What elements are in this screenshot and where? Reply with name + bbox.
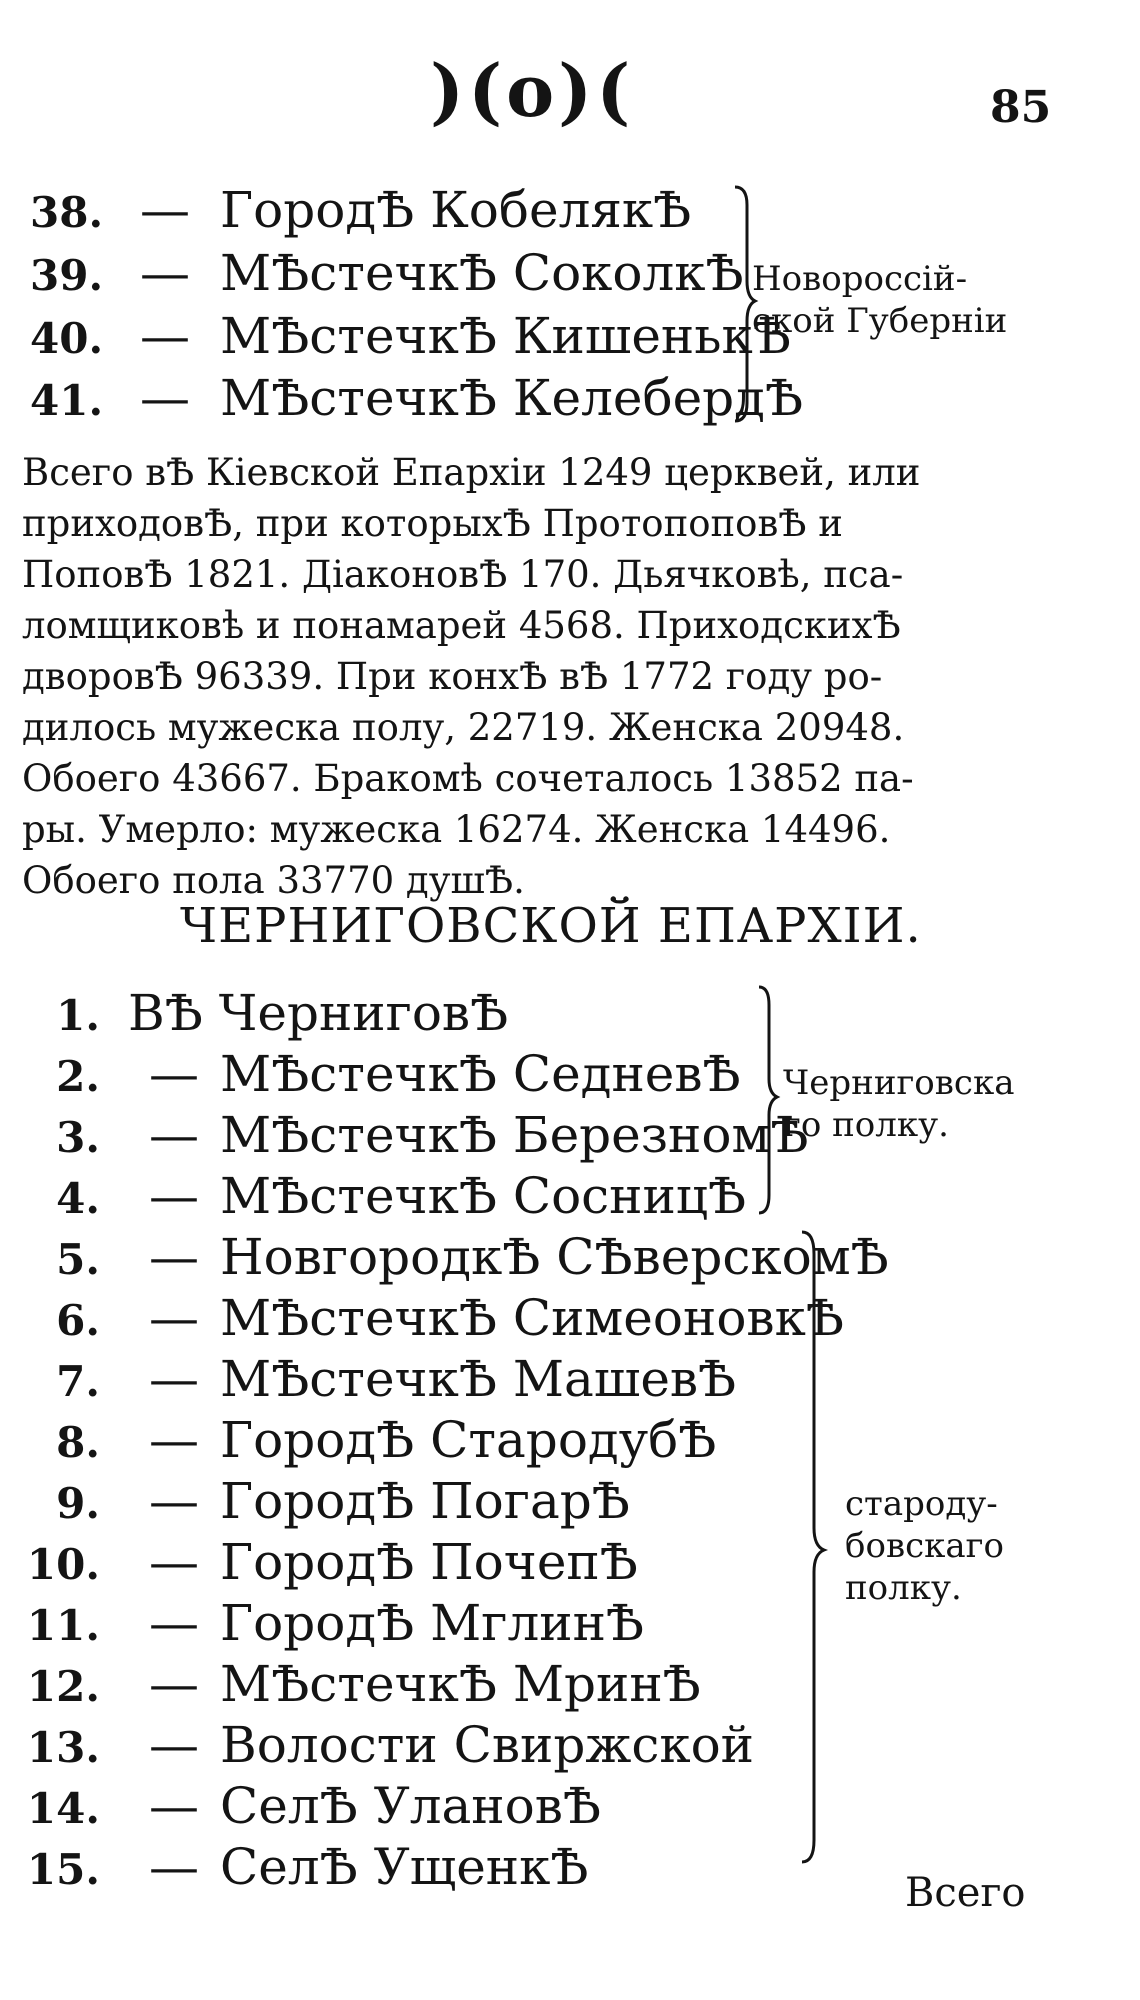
kiev-summary-paragraph xyxy=(22,447,1052,906)
item-number: 41. xyxy=(30,376,104,425)
list-item xyxy=(0,1410,716,1473)
paragraph-line: ры. Умерло: мужеска 16274. Женска 14496. xyxy=(22,808,891,851)
item-number: 38. xyxy=(30,188,104,237)
item-number: 6. xyxy=(56,1296,100,1345)
list-item xyxy=(0,1593,644,1656)
list-item xyxy=(0,1471,630,1534)
item-number: 39. xyxy=(30,251,104,300)
item-name: НовгородкѢ СѢверскомѢ xyxy=(220,1228,889,1286)
item-dash: — xyxy=(149,1472,199,1530)
item-name: МѢстечкѢ СоколкѢ xyxy=(220,244,744,302)
item-dash: — xyxy=(149,1106,199,1164)
item-number: 14. xyxy=(26,1784,100,1833)
list-item xyxy=(0,1349,736,1412)
item-dash: — xyxy=(149,1838,199,1896)
item-number: 3. xyxy=(56,1113,100,1162)
item-number: 9. xyxy=(56,1479,100,1528)
item-dash: — xyxy=(140,369,190,427)
item-name: МѢстечкѢ СосницѢ xyxy=(220,1167,747,1225)
paragraph-line: приходовѢ, при которыхѢ ПротопоповѢ и xyxy=(22,502,843,545)
item-dash: — xyxy=(149,1777,199,1835)
list-item xyxy=(30,368,803,431)
item-name: СелѢ УщенкѢ xyxy=(220,1838,589,1896)
item-number: 4. xyxy=(56,1174,100,1223)
item-dash: — xyxy=(149,1716,199,1774)
list-item xyxy=(0,1166,746,1229)
list-item xyxy=(0,1105,808,1168)
item-number: 40. xyxy=(30,314,104,363)
item-dash: — xyxy=(149,1411,199,1469)
item-name: Волости Свиржской xyxy=(220,1716,755,1774)
page-number: 85 xyxy=(990,82,1052,133)
item-name: ГородѢ МглинѢ xyxy=(220,1594,644,1652)
item-name: МѢстечкѢ МринѢ xyxy=(220,1655,701,1713)
paragraph-line: Обоего пола 33770 душѢ. xyxy=(22,859,525,902)
paragraph-line: Всего вѢ Кіевской Епархіи 1249 церквей, или xyxy=(22,451,921,494)
item-dash: — xyxy=(149,1167,199,1225)
list-item xyxy=(0,1837,588,1900)
item-dash: — xyxy=(149,1594,199,1652)
list-item xyxy=(0,1288,844,1351)
item-number: 11. xyxy=(26,1601,100,1650)
item-dash: — xyxy=(149,1533,199,1591)
paragraph-line: дилось мужеска полу, 22719. Женска 20948. xyxy=(22,706,905,749)
item-number: 12. xyxy=(26,1662,100,1711)
section-heading: ЧЕРНИГОВСКОЙ ЕПАРХІИ. xyxy=(180,898,922,954)
label-line: го полку. xyxy=(783,1105,949,1145)
item-number: 1. xyxy=(56,991,100,1040)
item-dash: — xyxy=(149,1350,199,1408)
item-dash: — xyxy=(149,1045,199,1103)
item-dash: — xyxy=(140,307,190,365)
item-dash: — xyxy=(149,1228,199,1286)
paragraph-line: ломщиковѣ и понамарей 4568. ПриходскихѢ xyxy=(22,604,901,647)
list-item xyxy=(0,1715,754,1778)
paragraph-line: дворовѢ 96339. При конхѢ вѢ 1772 году ро- xyxy=(22,655,883,698)
item-dash: — xyxy=(149,1655,199,1713)
label-line: бовскаго xyxy=(845,1526,1004,1566)
starodub-regiment-label xyxy=(845,1483,1004,1609)
label-line: полку. xyxy=(845,1568,962,1608)
catchword: Всего xyxy=(905,1870,1026,1916)
item-dash: — xyxy=(140,181,190,239)
item-name: ГородѢ ПочепѢ xyxy=(220,1533,638,1591)
item-number: 13. xyxy=(26,1723,100,1772)
list-item xyxy=(30,180,691,243)
item-number: 8. xyxy=(56,1418,100,1467)
item-name: МѢстечкѢ СедневѢ xyxy=(220,1045,741,1103)
list-item xyxy=(0,1044,741,1107)
item-name: ГородѢ КобелякѢ xyxy=(220,181,692,239)
item-number: 5. xyxy=(56,1235,100,1284)
list-item xyxy=(0,983,508,1046)
paragraph-line: ПоповѢ 1821. ДіаконовѢ 170. Дьячковѣ, пса- xyxy=(22,553,904,596)
item-name: ГородѢ ПогарѢ xyxy=(220,1472,630,1530)
item-dash: — xyxy=(149,1289,199,1347)
novorossiysk-label xyxy=(752,258,1007,342)
list-item xyxy=(0,1227,889,1290)
starodub-regiment-brace xyxy=(800,1230,840,1870)
list-item xyxy=(0,1654,701,1717)
item-name: СелѢ УлановѢ xyxy=(220,1777,601,1835)
label-line: Новороссій- xyxy=(752,259,968,299)
item-name: МѢстечкѢ КишенькѢ xyxy=(220,307,791,365)
item-name: ГородѢ СтародубѢ xyxy=(220,1411,717,1469)
list-item xyxy=(30,243,744,306)
item-name: МѢстечкѢ СимеоновкѢ xyxy=(220,1289,844,1347)
label-line: ской Губерніи xyxy=(752,301,1008,341)
item-number: 10. xyxy=(26,1540,100,1589)
item-number: 2. xyxy=(56,1052,100,1101)
item-name: МѢстечкѢ МашевѢ xyxy=(220,1350,737,1408)
paragraph-line: Обоего 43667. Бракомѣ сочеталось 13852 па- xyxy=(22,757,914,800)
item-number: 15. xyxy=(26,1845,100,1894)
item-name: ВѢ ЧерниговѢ xyxy=(128,984,509,1042)
list-item xyxy=(0,1776,601,1839)
label-line: Черниговска xyxy=(783,1063,1015,1103)
chernigov-regiment-label xyxy=(783,1062,1014,1146)
item-dash: — xyxy=(140,244,190,302)
label-line: староду- xyxy=(845,1484,998,1524)
list-item xyxy=(0,1532,638,1595)
item-name: МѢстечкѢ КелебердѢ xyxy=(220,369,804,427)
list-item xyxy=(30,306,791,369)
header-ornament: )(o)( xyxy=(430,48,635,133)
item-number: 7. xyxy=(56,1357,100,1406)
item-name: МѢстечкѢ БерезномѢ xyxy=(220,1106,809,1164)
